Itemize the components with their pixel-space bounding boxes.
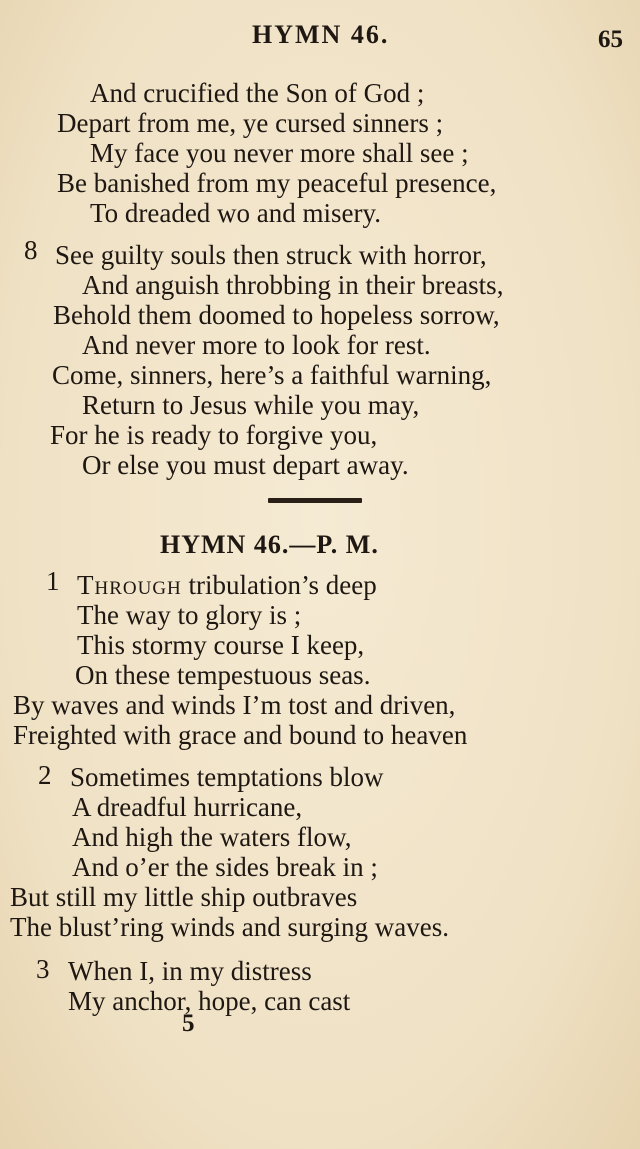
signature-mark: 5 <box>182 1010 195 1037</box>
verse-line: Depart from me, ye cursed sinners ; <box>57 108 444 138</box>
verse-line: A dreadful hurricane, <box>72 792 303 822</box>
running-title: HYMN 46. <box>252 20 390 49</box>
verse-first-word: Through <box>77 570 182 600</box>
verse-number: 1 <box>46 566 60 596</box>
verse-line: Be banished from my peaceful presence, <box>57 168 497 198</box>
running-head <box>0 20 640 60</box>
verse-line: My anchor, hope, can cast <box>68 986 351 1016</box>
verse-line: On these tempestuous seas. <box>75 660 371 690</box>
verse-line: But still my little ship outbraves <box>10 882 358 912</box>
verse-number: 8 <box>24 235 38 265</box>
verse-line: Freighted with grace and bound to heaven <box>13 720 468 750</box>
verse-line: And o’er the sides break in ; <box>72 852 378 882</box>
verse-line: When I, in my distress <box>68 956 312 986</box>
page-number: 65 <box>598 26 623 53</box>
section-divider-rule <box>268 498 362 503</box>
verse-line: And crucified the Son of God ; <box>90 78 425 108</box>
verse-line: The way to glory is ; <box>77 600 302 630</box>
verse-first-line-rest: tribulation’s deep <box>181 570 377 600</box>
verse-first-line <box>77 570 377 600</box>
verse-line: By waves and winds I’m tost and driven, <box>13 690 456 720</box>
verse-line: See guilty souls then struck with horror, <box>55 240 487 270</box>
verse-line: And high the waters flow, <box>72 822 352 852</box>
verse-number: 2 <box>38 760 52 790</box>
verse-line: And never more to look for rest. <box>82 330 431 360</box>
verse-line: Behold them doomed to hopeless sorrow, <box>53 300 500 330</box>
verse-line: Or else you must depart away. <box>82 450 409 480</box>
verse-line: This stormy course I keep, <box>77 630 365 660</box>
verse-line: Sometimes temptations blow <box>70 762 384 792</box>
verse-line: The blust’ring winds and surging waves. <box>10 912 449 942</box>
verse-number: 3 <box>36 954 50 984</box>
verse-line: Come, sinners, here’s a faithful warning, <box>52 360 492 390</box>
verse-line: To dreaded wo and misery. <box>90 198 382 228</box>
verse-line: My face you never more shall see ; <box>90 138 469 168</box>
verse-line: Return to Jesus while you may, <box>82 390 420 420</box>
verse-line: For he is ready to forgive you, <box>50 420 378 450</box>
verse-line: And anguish throbbing in their breasts, <box>82 270 504 300</box>
hymn-heading: HYMN 46.—P. M. <box>160 530 379 559</box>
